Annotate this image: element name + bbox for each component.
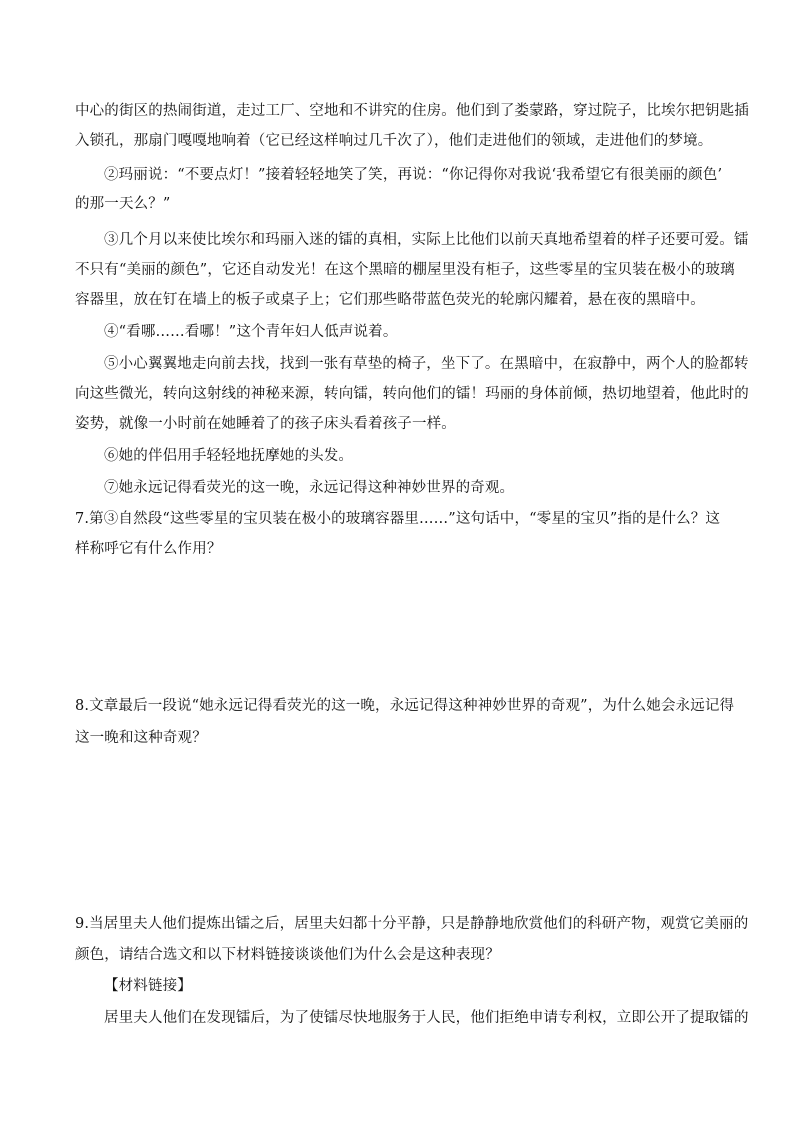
paragraph-3-line-3: 容器里，放在钉在墙上的板子或桌子上；它们那些略带蓝色荧光的轮廓闪耀着，悬在夜的黑暗中。 — [75, 292, 705, 308]
paragraph-5-line-2: 向这些微光，转向这射线的神秘来源，转向镭，转向他们的镭！玛丽的身体前倾，热切地望着，他此时的 — [75, 386, 749, 402]
material-link-heading: 【材料链接】 — [104, 978, 192, 994]
question-8-line-1: 8.文章最后一段说“她永远记得看荧光的这一晚，永远记得这种神妙世界的奇观”，为什么她会永远记得 — [75, 698, 735, 714]
question-7-line-1: 7.第③自然段“这些零星的宝贝装在极小的玻璃容器里……”这句话中，“零星的宝贝”指的是什么？这 — [75, 511, 721, 527]
paragraph-4: ④“看哪……看哪！”这个青年妇人低声说着。 — [104, 324, 398, 340]
passage-continuation-line-1: 中心的街区的热闹街道，走过工厂、空地和不讲究的住房。他们到了娄蒙路，穿过院子，比埃尔把钥匙插 — [75, 103, 749, 119]
question-8-line-2: 这一晚和这种奇观？ — [75, 730, 207, 746]
paragraph-6: ⑥她的伴侣用手轻轻地抚摩她的头发。 — [104, 448, 354, 464]
paragraph-5-line-1: ⑤小心翼翼地走向前去找，找到一张有草垫的椅子，坐下了。在黑暗中，在寂静中，两个人的脸都转 — [104, 356, 749, 372]
material-link-text: 居里夫人他们在发现镭后，为了使镭尽快地服务于人民，他们拒绝申请专利权，立即公开了提取镭的 — [104, 1010, 749, 1026]
paragraph-3-line-2: 不只有“美丽的颜色”，它还自动发光！在这个黑暗的棚屋里没有柜子，这些零星的宝贝装在极小的玻璃 — [75, 262, 735, 278]
paragraph-5-line-3: 姿势，就像一小时前在她睡着了的孩子床头看着孩子一样。 — [75, 416, 456, 432]
paragraph-3-line-1: ③几个月以来使比埃尔和玛丽入迷的镭的真相，实际上比他们以前天真地希望着的样子还要可爱。镭 — [104, 232, 749, 248]
question-9-line-2: 颜色，请结合选文和以下材料链接谈谈他们为什么会是这种表现？ — [75, 947, 500, 963]
paragraph-2-line-1: ②玛丽说：“不要点灯！”接着轻轻地笑了笑，再说：“你记得你对我说‘我希望它有很美丽的颜色’ — [104, 167, 723, 183]
question-9-line-1: 9.当居里夫人他们提炼出镭之后，居里夫妇都十分平静，只是静静地欣赏他们的科研产物，观赏它美丽的 — [75, 916, 749, 932]
paragraph-7: ⑦她永远记得看荧光的这一晚，永远记得这种神妙世界的奇观。 — [104, 480, 515, 496]
paragraph-2-line-2: 的那一天么？” — [75, 196, 171, 212]
passage-continuation-line-2: 入锁孔，那扇门嘎嘎地响着（它已经这样响过几千次了），他们走进他们的领域，走进他们的梦境。 — [75, 133, 713, 149]
question-7-line-2: 样称呼它有什么作用？ — [75, 541, 222, 557]
